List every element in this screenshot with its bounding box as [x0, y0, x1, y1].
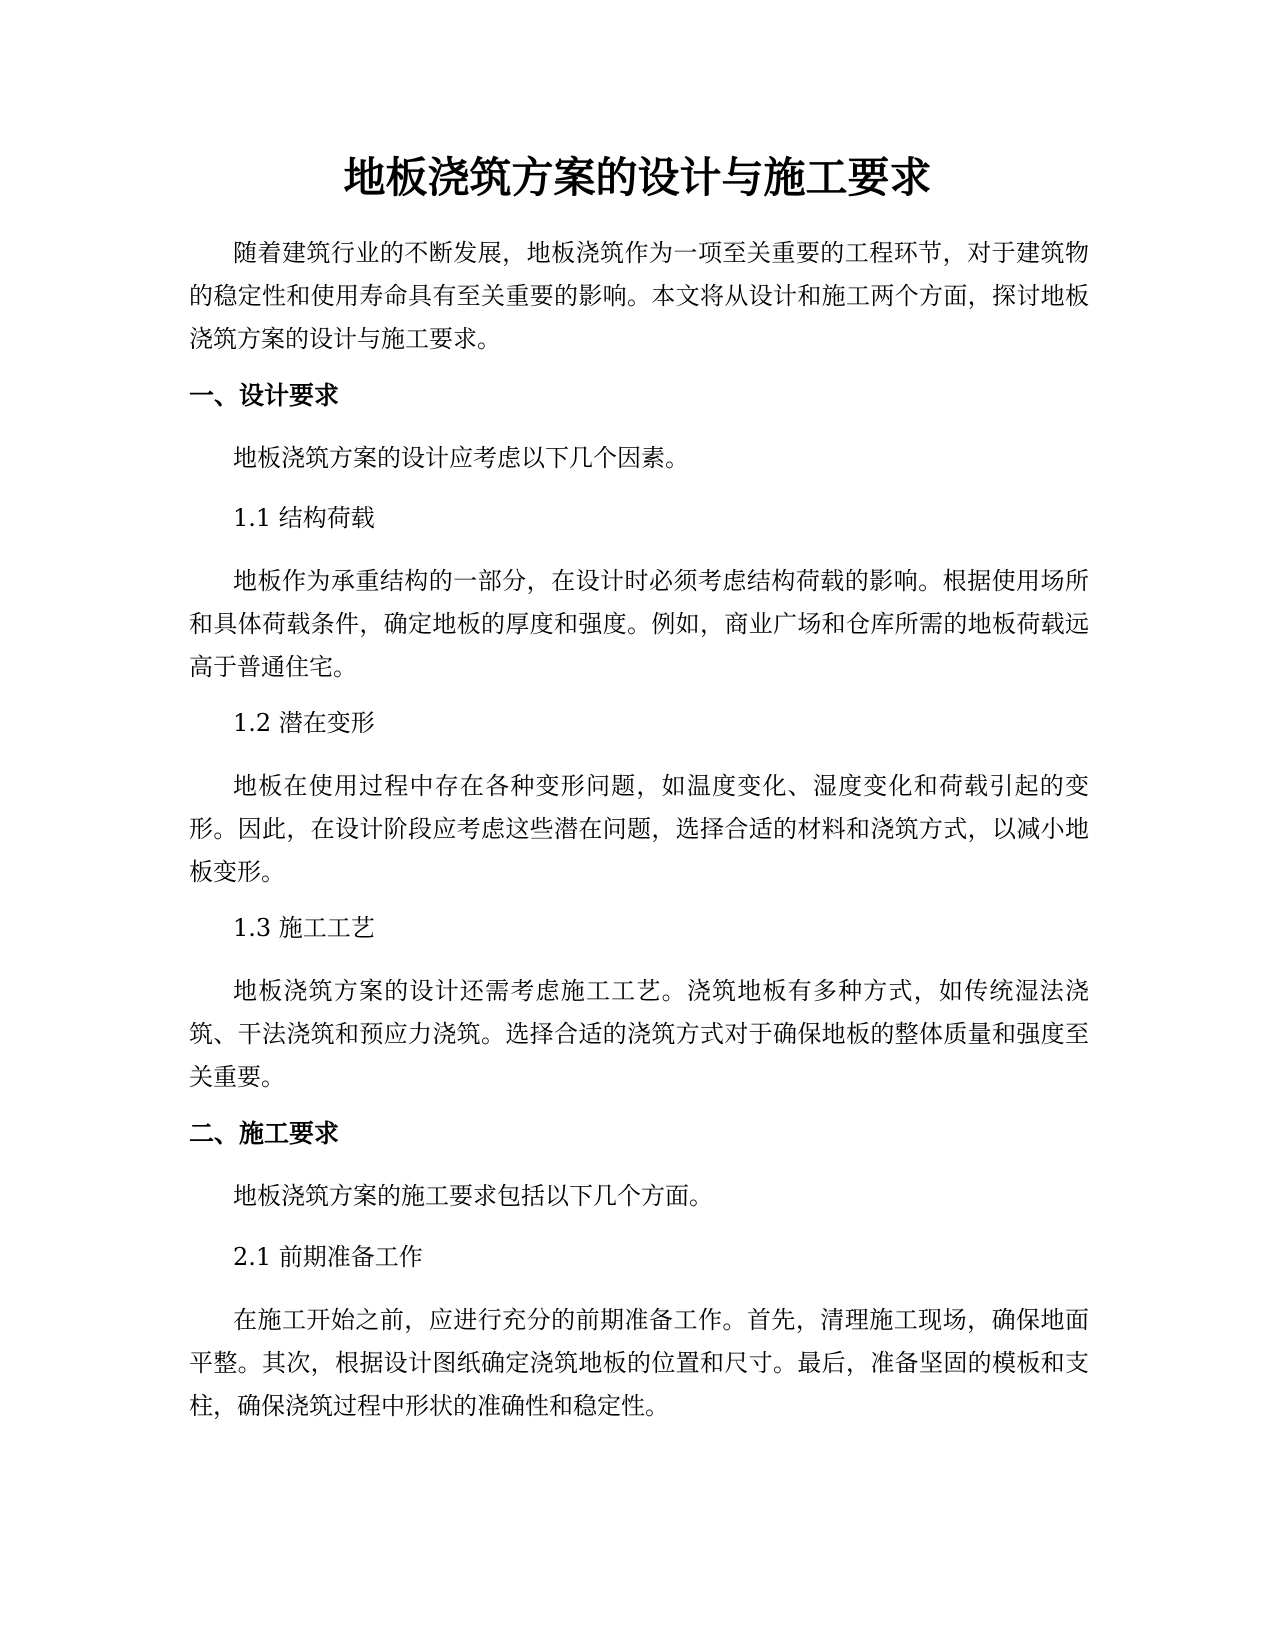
section-2-lead: 地板浇筑方案的施工要求包括以下几个方面。	[233, 1182, 713, 1210]
subheading-1-1: 1.1 结构荷载	[233, 504, 375, 532]
paragraph-1-1: 地板作为承重结构的一部分，在设计时必须考虑结构荷载的影响。根据使用场所和具体荷载条件，确定地板的厚度和强度。例如，商业广场和仓库所需的地板荷载远高于普通住宅。	[189, 567, 1089, 681]
section-1-heading: 一、设计要求	[189, 381, 340, 410]
paragraph-2-1: 在施工开始之前，应进行充分的前期准备工作。首先，清理施工现场，确保地面平整。其次，根据设计图纸确定浇筑地板的位置和尺寸。最后，准备坚固的模板和支柱，确保浇筑过程中形状的准确性和稳定性。	[189, 1306, 1089, 1420]
subheading-1-2: 1.2 潜在变形	[233, 709, 375, 737]
subheading-2-1: 2.1 前期准备工作	[233, 1243, 423, 1271]
section-2-heading: 二、施工要求	[189, 1119, 340, 1148]
paragraph-1-3: 地板浇筑方案的设计还需考虑施工工艺。浇筑地板有多种方式，如传统湿法浇筑、干法浇筑和预应力浇筑。选择合适的浇筑方式对于确保地板的整体质量和强度至关重要。	[189, 977, 1089, 1091]
paragraph-1-2: 地板在使用过程中存在各种变形问题，如温度变化、湿度变化和荷载引起的变形。因此，在设计阶段应考虑这些潜在问题，选择合适的材料和浇筑方式，以减小地板变形。	[189, 772, 1089, 886]
section-1-lead: 地板浇筑方案的设计应考虑以下几个因素。	[233, 444, 689, 472]
intro-paragraph: 随着建筑行业的不断发展，地板浇筑作为一项至关重要的工程环节，对于建筑物的稳定性和使用寿命具有至关重要的影响。本文将从设计和施工两个方面，探讨地板浇筑方案的设计与施工要求。	[189, 239, 1089, 353]
document-title: 地板浇筑方案的设计与施工要求	[343, 153, 932, 202]
subheading-1-3: 1.3 施工工艺	[233, 914, 375, 942]
